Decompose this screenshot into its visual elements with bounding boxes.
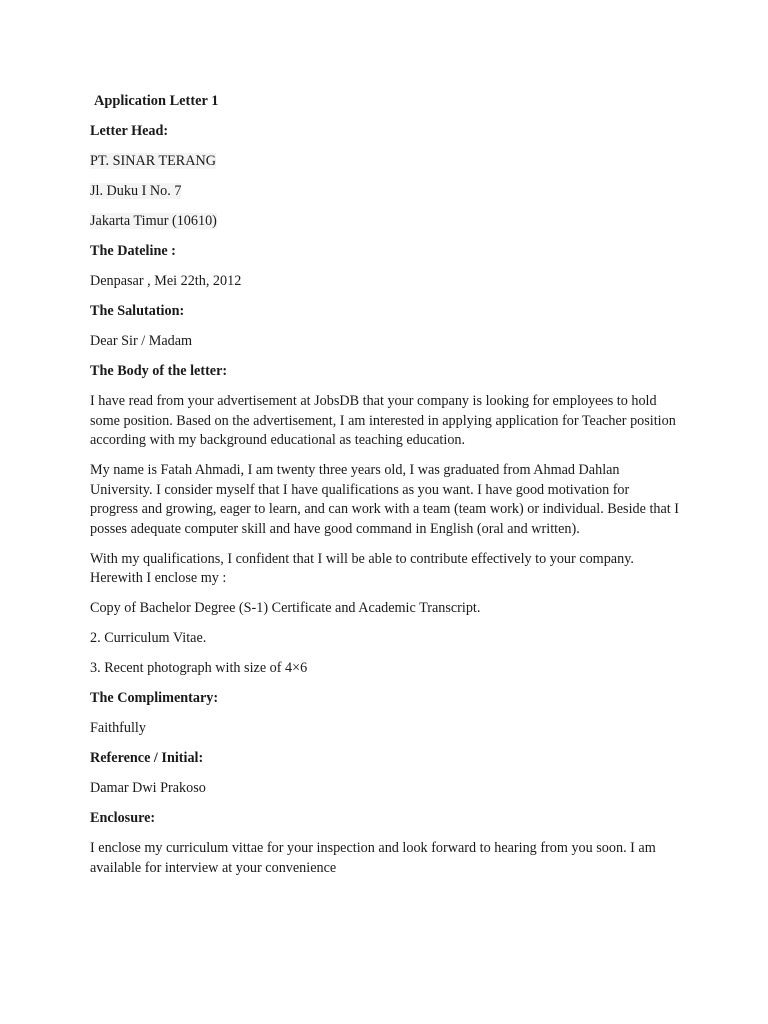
body-paragraph-2: My name is Fatah Ahmadi, I am twenty three years old, I was graduated from Ahmad Dahlan University. I consider myself that I have qualifications as you want. I have good motivation for progress and growing, eager to learn, and can work with a team (team work) or individual. Beside that I posses adequate computer skill and have good command in English (oral and written). bbox=[90, 462, 679, 537]
salutation-label: The Salutation: bbox=[90, 303, 185, 319]
address-line-2: Jakarta Timur (10610) bbox=[90, 213, 217, 229]
address-line-1: Jl. Duku I No. 7 bbox=[90, 183, 182, 199]
enclosure-item-3: 3. Recent photograph with size of 4×6 bbox=[90, 660, 308, 676]
body-paragraph-1: I have read from your advertisement at JobsDB that your company is looking for employees to hold some position. Based on the advertisement, I am interested in applying application for Teacher position according with my background educational as teaching education. bbox=[90, 393, 676, 448]
document-title: Application Letter 1 bbox=[94, 93, 219, 109]
enclosure-label: Enclosure: bbox=[90, 810, 156, 826]
letter-date: Denpasar , Mei 22th, 2012 bbox=[90, 273, 242, 289]
letter-head-label: Letter Head: bbox=[90, 123, 169, 139]
complimentary-close: Faithfully bbox=[90, 720, 146, 736]
reference-label: Reference / Initial: bbox=[90, 750, 204, 766]
salutation: Dear Sir / Madam bbox=[90, 333, 193, 349]
enclosure-item-2: 2. Curriculum Vitae. bbox=[90, 630, 207, 646]
reference-name: Damar Dwi Prakoso bbox=[90, 780, 206, 796]
complimentary-label: The Complimentary: bbox=[90, 690, 219, 706]
body-label: The Body of the letter: bbox=[90, 363, 228, 379]
enclosure-item-1: Copy of Bachelor Degree (S-1) Certificate and Academic Transcript. bbox=[90, 600, 481, 616]
dateline-label: The Dateline : bbox=[90, 243, 176, 259]
letter-content bbox=[90, 92, 680, 889]
body-paragraph-3: With my qualifications, I confident that I will be able to contribute effectively to your company. Herewith I enclose my : bbox=[90, 550, 634, 586]
company-name: PT. SINAR TERANG bbox=[90, 153, 216, 169]
closing-paragraph: I enclose my curriculum vittae for your inspection and look forward to hearing from you soon. I am available for interview at your convenience bbox=[90, 840, 656, 876]
